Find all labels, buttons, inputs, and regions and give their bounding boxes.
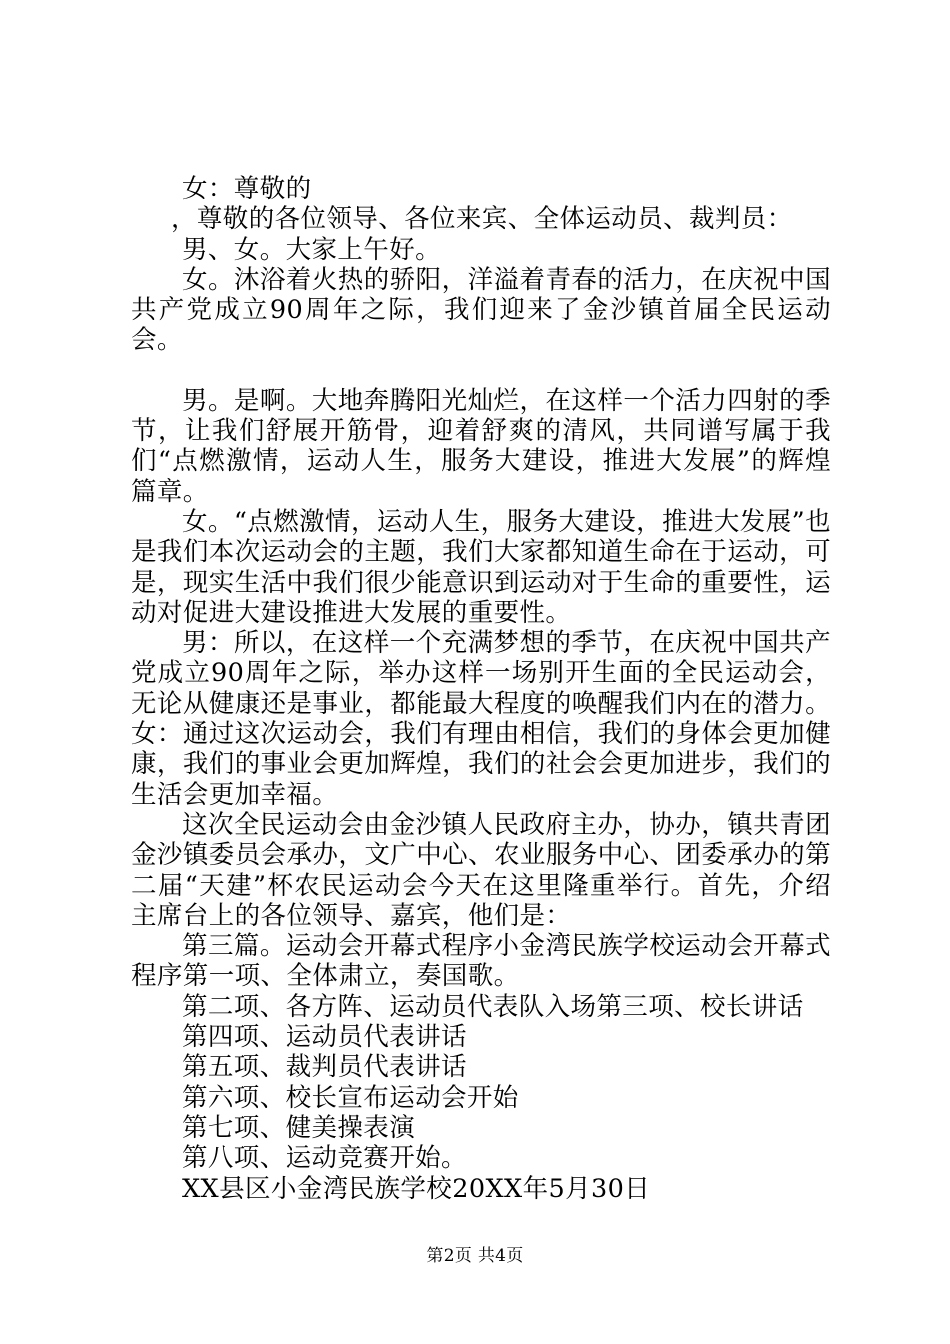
- paragraph-item-5: 第五项、裁判员代表讲话: [182, 1052, 467, 1083]
- paragraph-dream-male: 男：所以，在这样一个充满梦想的季节，在庆祝中国共产党成立90周年之际，举办这样一场别开生面的全民运动会，无论从健康还是事业，都能最大程度的唤醒我们内在的潜力。女：通过这次运动会，我们有理由相信，我们的身体会更加健康，我们的事业会更加辉煌，我们的社会会更加进步，我们的生活会更加幸福。: [131, 628, 831, 810]
- paragraph-opening-male: 男。是啊。大地奔腾阳光灿烂，在这样一个活力四射的季节，让我们舒展开筋骨，迎着舒爽的清风，共同谱写属于我们“点燃激情，运动人生，服务大建设，推进大发展”的辉煌篇章。: [131, 385, 831, 507]
- paragraph-organizers: 这次全民运动会由金沙镇人民政府主办，协办，镇共青团金沙镇委员会承办，文广中心、农业服务中心、团委承办的第二届“天建”杯农民运动会今天在这里隆重举行。首先，介绍主席台上的各位领导、嘉宾，他们是：: [131, 809, 831, 931]
- paragraph-greeting-audience: ，尊敬的各位领导、各位来宾、全体运动员、裁判员：: [171, 204, 793, 235]
- paragraph-good-morning: 男、女。大家上午好。: [182, 234, 442, 265]
- document-body: [131, 174, 831, 1204]
- paragraph-theme-female: 女。“点燃激情，运动人生，服务大建设，推进大发展”也是我们本次运动会的主题，我们大家都知道生命在于运动，可是，现实生活中我们很少能意识到运动对于生命的重要性，运动对促进大建设推进大发展的重要性。: [131, 506, 831, 628]
- paragraph-greeting-female: 女：尊敬的: [182, 174, 312, 204]
- paragraph-item-4: 第四项、运动员代表讲话: [182, 1022, 467, 1053]
- paragraph-opening-female: 女。沐浴着火热的骄阳，洋溢着青春的活力，在庆祝中国共产党成立90周年之际，我们迎来了金沙镇首届全民运动会。: [131, 264, 831, 356]
- paragraph-program-title: 第三篇。运动会开幕式程序小金湾民族学校运动会开幕式程序第一项、全体肃立，奏国歌。: [131, 931, 831, 992]
- paragraph-item-8: 第八项、运动竞赛开始。: [182, 1143, 467, 1174]
- paragraph-signature-date: XX县区小金湾民族学校20XX年5月30日: [182, 1173, 651, 1204]
- paragraph-item-2-3: 第二项、各方阵、运动员代表队入场第三项、校长讲话: [182, 991, 804, 1022]
- page-number-footer: 第2页 共4页: [426, 1246, 524, 1266]
- paragraph-item-7: 第七项、健美操表演: [182, 1112, 416, 1143]
- paragraph-item-6: 第六项、校长宣布运动会开始: [182, 1082, 519, 1113]
